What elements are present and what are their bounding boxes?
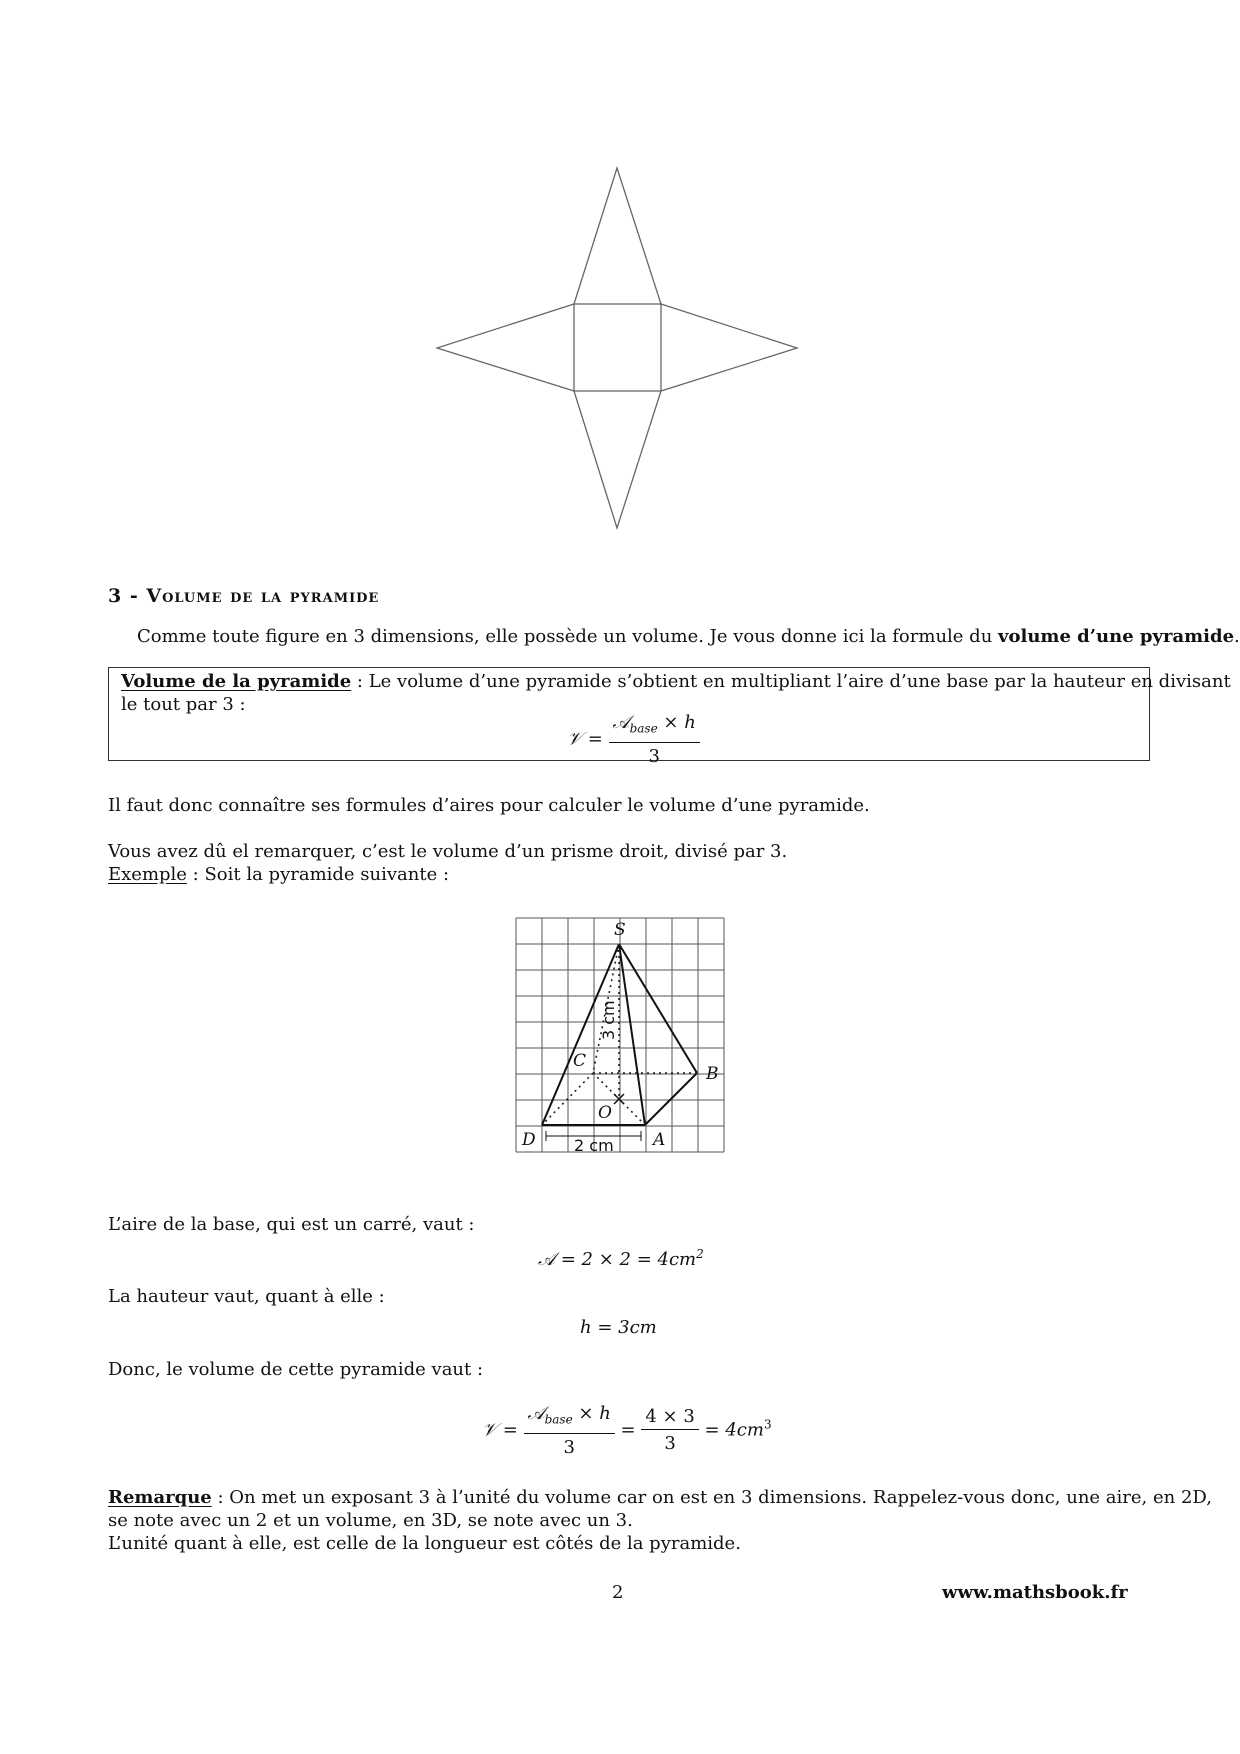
volume-computation — [482, 1402, 772, 1459]
volume-exponent: 3 — [763, 1417, 772, 1432]
formula-subscript: base — [629, 721, 658, 736]
formula-lhs: 𝒱 = — [567, 728, 603, 750]
example-label: Exemple — [108, 864, 187, 885]
remark-line-1 — [108, 1486, 1212, 1509]
label-A: A — [653, 1130, 666, 1150]
label-B: B — [706, 1064, 719, 1084]
paragraph-prism-remark: Vous avez dû el remarquer, c’est le volume d’un prisme droit, divisé par 3. — [108, 841, 788, 862]
label-S: S — [614, 920, 626, 940]
label-O: O — [598, 1103, 612, 1123]
height-intro: La hauteur vaut, quant à elle : — [108, 1286, 385, 1307]
edge-SA — [619, 944, 645, 1125]
volume-fraction-2-den: 3 — [664, 1433, 676, 1455]
edge-AB — [645, 1073, 697, 1125]
remark-text-1: : On met un exposant 3 à l’unité du volume car on est en 3 dimensions. Rappelez-vous donc, une aire, en 2D, — [211, 1487, 1212, 1508]
definition-term: Volume de la pyramide — [121, 671, 352, 692]
formula-times-h: × h — [657, 712, 696, 733]
volume-fraction-1-den: 3 — [563, 1436, 575, 1458]
area-exponent: 2 — [696, 1247, 704, 1261]
edge-SB — [619, 944, 697, 1073]
volume-fraction-1 — [524, 1402, 615, 1459]
remark-line-3: L’unité quant à elle, est celle de la longueur est côtés de la pyramide. — [108, 1533, 741, 1554]
definition-line-2: le tout par 3 : — [121, 694, 246, 715]
intro-text: Comme toute figure en 3 dimensions, elle possède un volume. Je vous donne ici la formule du — [137, 626, 993, 647]
intro-suffix: . — [1234, 626, 1240, 647]
definition-text: : Le volume d’une pyramide s’obtient en multipliant l’aire d’une base par la hauteur en divisant — [351, 671, 1231, 692]
page-number: 2 — [612, 1582, 624, 1603]
volume-result: = 4cm — [704, 1419, 764, 1441]
area-formula-text: 𝒜 = 2 × 2 = 4cm — [538, 1249, 697, 1270]
volume-lhs: 𝒱 = — [482, 1419, 518, 1441]
remark-label: Remarque — [108, 1487, 212, 1508]
volume-intro: Donc, le volume de cette pyramide vaut : — [108, 1359, 484, 1380]
paragraph-area-formulas: Il faut donc connaître ses formules d’aires pour calculer le volume d’une pyramide. — [108, 795, 870, 816]
volume-fraction-2-num: 4 × 3 — [641, 1405, 698, 1430]
volume-fraction-2 — [641, 1405, 698, 1455]
base-label: 2 cm — [574, 1136, 614, 1155]
label-D: D — [522, 1130, 536, 1150]
section-heading: Volume de la pyramide — [146, 585, 380, 607]
formula-denominator: 3 — [648, 745, 660, 767]
remark-line-2: se note avec un 2 et un volume, en 3D, se note avec un 3. — [108, 1510, 633, 1531]
formula-area-symbol: 𝒜 — [612, 712, 630, 733]
volume-subscript: base — [544, 1412, 573, 1427]
intro-bold: volume d’une pyramide — [998, 626, 1235, 647]
height-label: 3 cm — [599, 1000, 618, 1040]
area-formula — [538, 1243, 704, 1271]
section-number: 3 - — [108, 585, 139, 607]
volume-area-symbol: 𝒜 — [527, 1403, 545, 1424]
area-intro: L’aire de la base, qui est un carré, vaut : — [108, 1214, 475, 1235]
volume-times-h: × h — [572, 1403, 611, 1424]
website-link[interactable]: www.mathsbook.fr — [942, 1582, 1128, 1603]
volume-equals: = — [620, 1419, 636, 1441]
label-C: C — [573, 1051, 587, 1071]
example-text: : Soit la pyramide suivante : — [186, 864, 450, 885]
height-formula: h = 3cm — [580, 1317, 657, 1338]
